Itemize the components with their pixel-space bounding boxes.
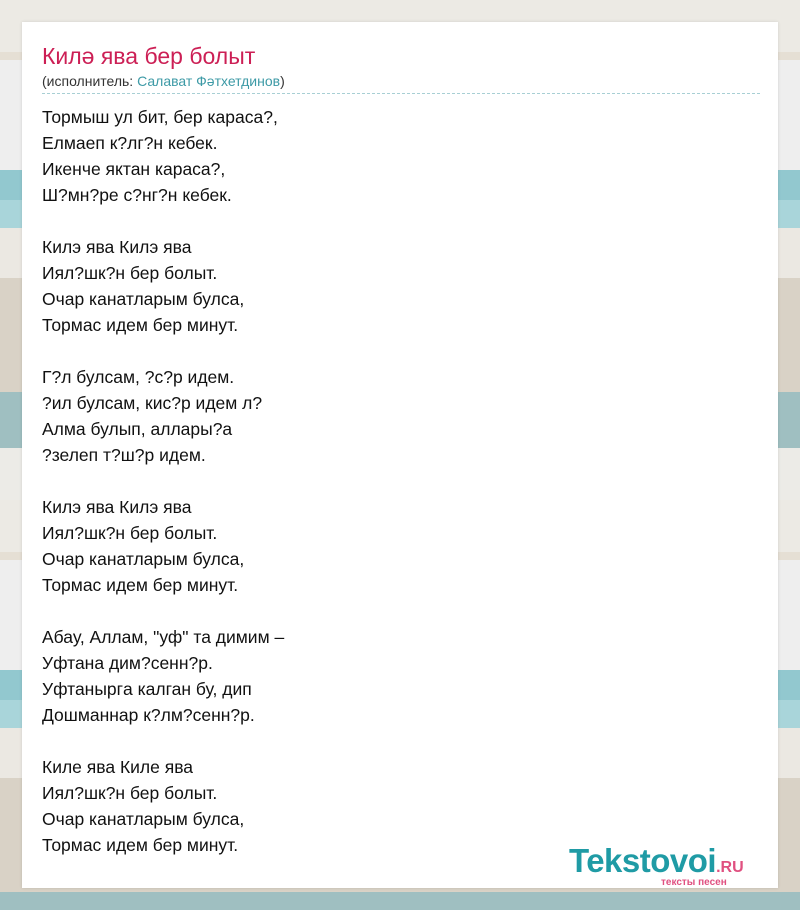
lyric-line: Ш?мн?ре с?нг?н кебек.: [42, 185, 232, 205]
lyric-line: Уфтана дим?сенн?р.: [42, 653, 213, 673]
lyric-line: Килэ ява Килэ ява: [42, 497, 192, 517]
stanza: [42, 754, 284, 858]
lyric-line: Уфтаныргa калган бу, дип: [42, 679, 252, 699]
stanza: [42, 104, 284, 208]
lyric-line: Иял?шк?н бер болыт.: [42, 523, 218, 543]
lyric-line: Икенче яктан караса?,: [42, 159, 226, 179]
artist-link[interactable]: Салават Фәтхетдинов: [137, 73, 281, 89]
stanza: [42, 494, 284, 598]
lyric-line: ?ил булсам, кис?р идем л?: [42, 393, 263, 413]
divider: [42, 93, 760, 94]
lyric-line: Очар канатларым булса,: [42, 289, 245, 309]
lyric-line: Дошманнар к?лм?сенн?р.: [42, 705, 255, 725]
lyric-line: Тормас идем бер минут.: [42, 315, 239, 335]
artist-prefix: (исполнитель:: [42, 73, 138, 89]
lyric-line: Иял?шк?н бер болыт.: [42, 263, 218, 283]
logo-domain-suffix: .RU: [716, 859, 744, 876]
lyric-line: Тормыш ул бит, бер караса?,: [42, 107, 278, 127]
lyric-line: Г?л булсам, ?с?р идем.: [42, 367, 235, 387]
lyric-line: ?зелеп т?ш?р идем.: [42, 445, 206, 465]
song-title: Килә ява бер болыт: [42, 43, 256, 69]
lyric-line: Тормас идем бер минут.: [42, 575, 239, 595]
lyric-line: Абау, Аллам, "уф" та димим –: [42, 627, 285, 647]
logo-main-text: Tekstovoi: [569, 842, 717, 879]
lyric-line: Тормас идем бер минут.: [42, 835, 239, 855]
artist-suffix: ): [280, 73, 285, 89]
lyric-line: Алма булып, аллары?а: [42, 419, 233, 439]
lyric-line: Очар канатларым булса,: [42, 549, 245, 569]
stanza: [42, 624, 284, 728]
logo-tagline: тексты песен: [661, 877, 727, 888]
artist-line: [42, 73, 285, 89]
lyrics-text: [42, 104, 284, 858]
site-logo[interactable]: [569, 842, 744, 887]
stanza: [42, 364, 284, 468]
lyric-line: Очар канатларым булса,: [42, 809, 245, 829]
stanza: [42, 234, 284, 338]
lyric-line: Киле ява Киле ява: [42, 757, 194, 777]
lyric-line: Елмаеп к?лг?н кебек.: [42, 133, 218, 153]
lyric-line: Килэ ява Килэ ява: [42, 237, 192, 257]
lyrics-card: [22, 22, 778, 888]
lyric-line: Иял?шк?н бер болыт.: [42, 783, 218, 803]
